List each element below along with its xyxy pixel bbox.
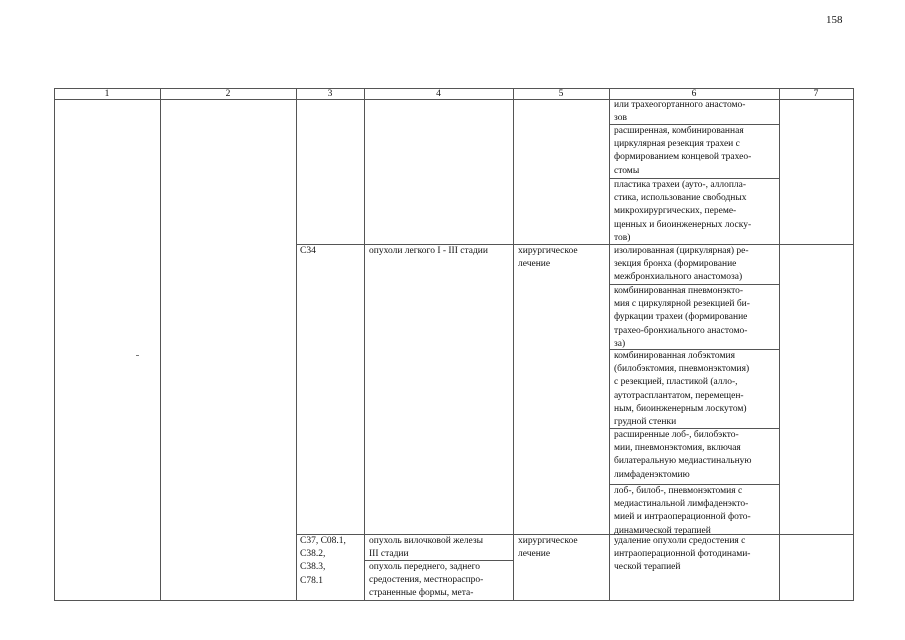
page-number: 158	[826, 14, 843, 26]
diagnosis-cell: опухоль переднего, заднего средостения, местнораспро- страненные формы, мета-	[369, 562, 484, 599]
col-line-5	[609, 88, 610, 601]
column-header: 2	[225, 89, 231, 99]
treatment-cell: хирургическое лечение	[518, 246, 578, 270]
column-header: 7	[813, 89, 819, 99]
column-header: 4	[436, 89, 441, 99]
col-line-7	[853, 88, 854, 601]
column-header: 6	[691, 89, 697, 99]
method-text: удаление опухоли средостения с интраоперационной фотодинами- ческой терапией	[614, 536, 751, 573]
method-text: расширенные лоб-, билобэкто- мии, пневмонэктомия, включая билатеральную медиастинальную лимфаденэктомию	[614, 430, 752, 480]
method-text: пластика трахеи (ауто-, аллопла- стика, использование свободных микрохирургических, переме- щенных и биоинженерных лоску- тов)	[614, 180, 752, 243]
col-line-4	[513, 88, 514, 601]
method-text: лоб-, билоб-, пневмонэктомия с медиастинальной лимфаденэкто- мией и интраоперационной фото- динамической терапией	[614, 486, 751, 536]
col-line-2	[296, 88, 297, 601]
column-header: 3	[327, 89, 333, 99]
method-text: или трахеогортанного анастомо- зов	[614, 100, 746, 124]
code-cell: C34	[300, 246, 316, 256]
col-line-1	[160, 88, 161, 601]
column-header: 1	[104, 89, 110, 99]
method-text: расширенная, комбинированная циркулярная резекция трахеи с формированием концевой трахео- стомы	[614, 126, 752, 176]
method-text: комбинированная лобэктомия (билобэктомия, пневмонэктомия) с резекцией, пластикой (алло-, аутотрасплантатом, перемещен- ным, биоинженерным лоскутом) грудной стенки	[614, 351, 750, 428]
treatment-cell: хирургическое лечение	[518, 536, 578, 560]
diagnosis-cell: опухоли легкого I - III стадии	[369, 246, 488, 256]
column-header: 5	[558, 89, 564, 99]
scan-speck	[136, 355, 139, 356]
col-line-0	[54, 88, 55, 601]
col-line-6	[779, 88, 780, 601]
col-line-3	[364, 88, 365, 601]
method-text: изолированная (циркулярная) ре- зекция бронха (формирование межбронхиального анастомоза)	[614, 246, 749, 283]
code-cell: C37, C08.1, C38.2, C38.3, C78.1	[300, 536, 346, 586]
method-text: комбинированная пневмонэкто- мия с циркулярной резекцией би- фуркации трахеи (формирование трахео-бронхиального анастомо- за)	[614, 286, 750, 349]
diagnosis-cell: опухоль вилочковой железы III стадии	[369, 536, 484, 560]
